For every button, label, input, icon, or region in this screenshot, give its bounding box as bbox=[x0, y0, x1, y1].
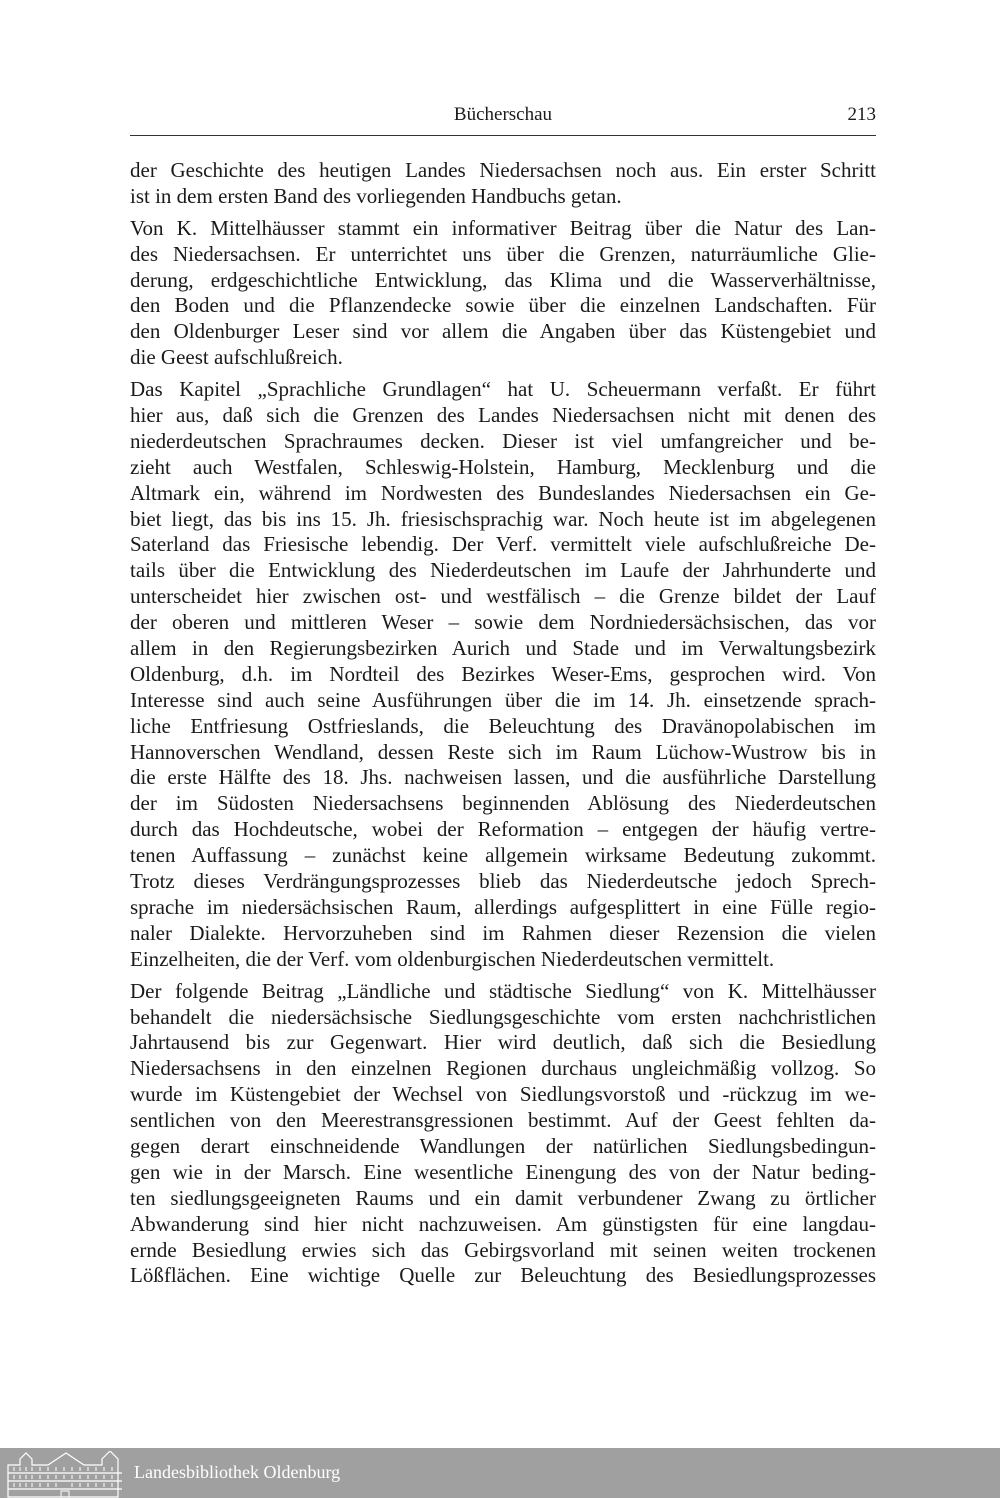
text-line: die Geest aufschlußreich. bbox=[130, 345, 343, 370]
text-line: Trotz dieses Verdrängungsprozesses blieb das Niederdeutsche jedoch Sprech- bbox=[130, 869, 876, 894]
text-line: Der folgende Beitrag „Ländliche und städtische Siedlung“ von K. Mittelhäusser bbox=[130, 978, 876, 1003]
text-line: der im Südosten Niedersachsens beginnenden Ablösung des Niederdeutschen bbox=[130, 791, 876, 816]
text-line: hier aus, daß sich die Grenzen des Landes Niedersachsen nicht mit denen des bbox=[130, 403, 876, 428]
paragraph bbox=[130, 158, 876, 210]
library-name: Landesbibliothek Oldenburg bbox=[134, 1462, 341, 1482]
text-line: Lößflächen. Eine wichtige Quelle zur Beleuchtung des Besiedlungsprozesses bbox=[130, 1263, 876, 1288]
text-line: zieht auch Westfalen, Schleswig-Holstein, Hamburg, Mecklenburg und die bbox=[130, 454, 876, 479]
paragraph bbox=[130, 979, 876, 1290]
text-line: Jahrtausend bis zur Gegenwart. Hier wird deutlich, daß sich die Besiedlung bbox=[130, 1030, 876, 1055]
text-line: gegen derart einschneidende Wandlungen der natürlichen Siedlungsbedingun- bbox=[130, 1133, 876, 1158]
text-line: Oldenburg, d.h. im Nordteil des Bezirkes Weser-Ems, gesprochen wird. Von bbox=[130, 661, 876, 686]
paragraph bbox=[130, 377, 876, 972]
text-line: derung, erdgeschichtliche Entwicklung, das Klima und die Wasserverhältnisse, bbox=[130, 267, 876, 292]
text-line: gen wie in der Marsch. Eine wesentliche Einengung des von der Natur beding- bbox=[130, 1159, 876, 1184]
text-line: sprache im niedersächsischen Raum, allerdings aufgesplittert in eine Fülle regio- bbox=[130, 894, 876, 919]
text-line: durch das Hochdeutsche, wobei der Reformation – entgegen der häufig vertre- bbox=[130, 817, 876, 842]
text-line: die erste Hälfte des 18. Jhs. nachweisen lassen, und die ausführliche Darstellung bbox=[130, 765, 876, 790]
text-line: unterscheidet hier zwischen ost- und westfälisch – die Grenze bildet der Lauf bbox=[130, 584, 876, 609]
text-line: Interesse sind auch seine Ausführungen über die im 14. Jh. einsetzende sprach- bbox=[130, 687, 876, 712]
text-line: Altmark ein, während im Nordwesten des Bundeslandes Niedersachsen ein Ge- bbox=[130, 480, 876, 505]
text-line: Von K. Mittelhäusser stammt ein informativer Beitrag über die Natur des Lan- bbox=[130, 215, 876, 240]
text-line: sentlichen von den Meerestransgressionen bestimmt. Auf der Geest fehlten da- bbox=[130, 1108, 876, 1133]
library-building-logo-icon bbox=[6, 1451, 124, 1498]
text-line: Saterland das Friesische lebendig. Der Verf. vermittelt viele aufschlußreiche De- bbox=[130, 532, 876, 557]
text-line: der Geschichte des heutigen Landes Niedersachsen noch aus. Ein erster Schritt bbox=[130, 158, 876, 182]
running-header bbox=[130, 104, 876, 132]
text-line: den Oldenburger Leser sind vor allem die Angaben über das Küstengebiet und bbox=[130, 319, 876, 344]
text-line: den Boden und die Pflanzendecke sowie über die einzelnen Landschaften. Für bbox=[130, 293, 876, 318]
text-line: Hannoverschen Wendland, dessen Reste sich im Raum Lüchow-Wustrow bis in bbox=[130, 739, 876, 764]
text-line: tails über die Entwicklung des Niederdeutschen im Laufe der Jahrhunderte und bbox=[130, 558, 876, 583]
text-line: biet liegt, das bis ins 15. Jh. friesischsprachig war. Noch heute ist im abgelegenen bbox=[130, 506, 876, 531]
text-line: behandelt die niedersächsische Siedlungsgeschichte vom ersten nachchristlichen bbox=[130, 1004, 876, 1029]
page-number: 213 bbox=[847, 104, 876, 125]
footer-bar bbox=[0, 1448, 1000, 1498]
text-line: liche Entfriesung Ostfrieslands, die Beleuchtung des Dravänopolabischen im bbox=[130, 713, 876, 738]
text-line: des Niedersachsen. Er unterrichtet uns über die Grenzen, naturräumliche Glie- bbox=[130, 241, 876, 266]
text-line: tenen Auffassung – zunächst keine allgemein wirksame Bedeutung zukommt. bbox=[130, 843, 876, 868]
text-line: Niedersachsens in den einzelnen Regionen durchaus ungleichmäßig vollzog. So bbox=[130, 1056, 876, 1081]
text-line: allem in den Regierungsbezirken Aurich und Stade und im Verwaltungsbezirk bbox=[130, 636, 876, 661]
text-line: Abwanderung sind hier nicht nachzuweisen. Am günstigsten für eine langdau- bbox=[130, 1211, 876, 1236]
running-title: Bücherschau bbox=[453, 104, 553, 125]
text-line: naler Dialekte. Hervorzuheben sind im Rahmen dieser Rezension die vielen bbox=[130, 920, 876, 945]
text-line: niederdeutschen Sprachraumes decken. Dieser ist viel umfangreicher und be- bbox=[130, 428, 876, 453]
paragraph bbox=[130, 216, 876, 371]
text-line: Das Kapitel „Sprachliche Grundlagen“ hat U. Scheuermann verfaßt. Er führt bbox=[130, 377, 876, 402]
text-line: ten siedlungsgeeigneten Raums und ein damit verbundener Zwang zu örtlicher bbox=[130, 1185, 876, 1210]
text-line: ernde Besiedlung erwies sich das Gebirgsvorland mit seinen weiten trockenen bbox=[130, 1237, 876, 1262]
header-rule bbox=[130, 135, 876, 136]
text-line: Einzelheiten, die der Verf. vom oldenburgischen Niederdeutschen vermittelt. bbox=[130, 946, 775, 971]
text-line: ist in dem ersten Band des vorliegenden Handbuchs getan. bbox=[130, 183, 622, 208]
text-line: der oberen und mittleren Weser – sowie dem Nordniedersächsischen, das vor bbox=[130, 610, 876, 635]
body-text bbox=[130, 158, 876, 1295]
text-line: wurde im Küstengebiet der Wechsel von Siedlungsvorstoß und -rückzug im we- bbox=[130, 1082, 876, 1107]
